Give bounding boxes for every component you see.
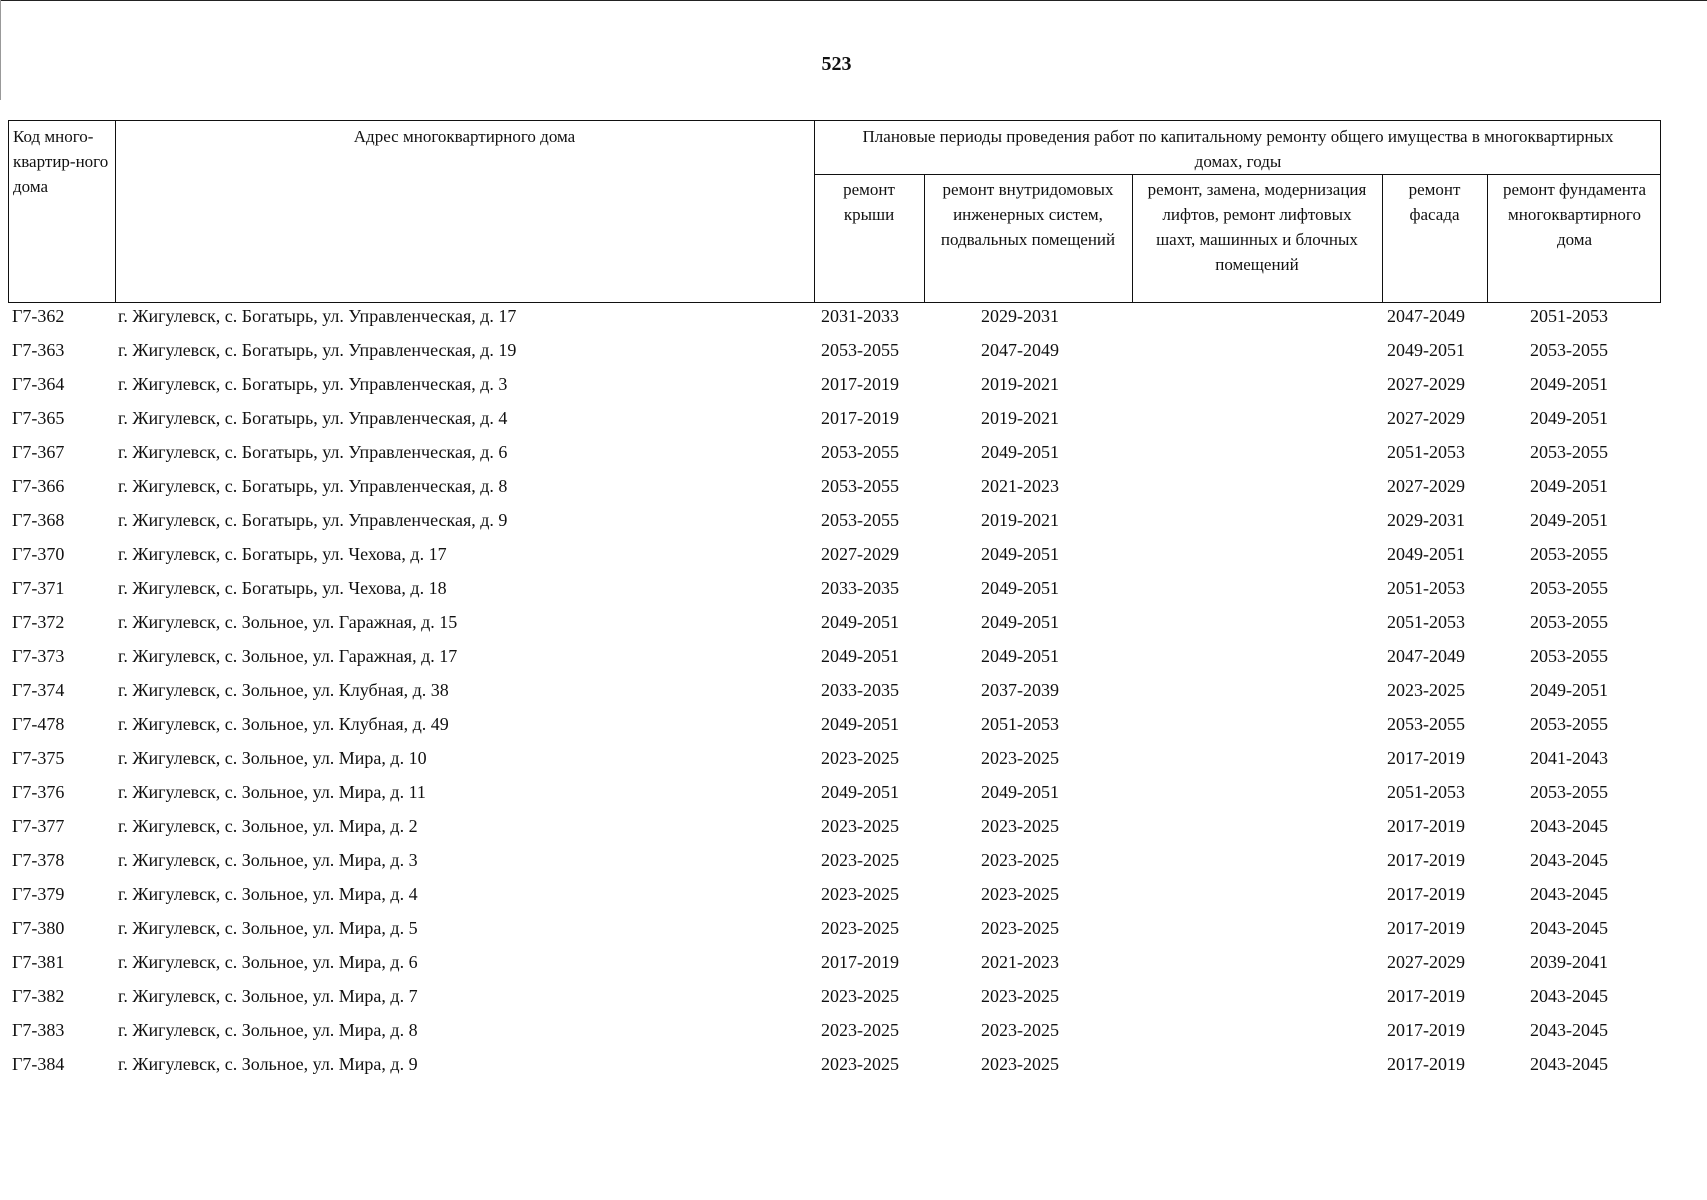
cell-address: г. Жигулевск, с. Зольное, ул. Клубная, д. 38 bbox=[118, 680, 449, 700]
cell-foundation: 2053-2055 bbox=[1530, 578, 1608, 598]
table-row bbox=[0, 712, 1707, 746]
table-row bbox=[0, 644, 1707, 678]
cell-engineering: 2023-2025 bbox=[981, 816, 1059, 836]
header-code: Код много-квартир-ного дома bbox=[13, 127, 109, 196]
cell-address: г. Жигулевск, с. Зольное, ул. Мира, д. 10 bbox=[118, 748, 427, 768]
table-row bbox=[0, 440, 1707, 474]
header-divider bbox=[115, 121, 116, 302]
cell-code: Г7-380 bbox=[12, 918, 65, 938]
cell-address: г. Жигулевск, с. Богатырь, ул. Управленческая, д. 9 bbox=[118, 510, 508, 530]
table-row bbox=[0, 474, 1707, 508]
header-elevators: ремонт, замена, модернизация лифтов, ремонт лифтовых шахт, машинных и блочных помещений bbox=[1147, 180, 1367, 274]
cell-foundation: 2043-2045 bbox=[1530, 816, 1608, 836]
cell-facade: 2017-2019 bbox=[1387, 918, 1465, 938]
cell-address: г. Жигулевск, с. Богатырь, ул. Управленческая, д. 6 bbox=[118, 442, 508, 462]
cell-roof: 2033-2035 bbox=[821, 578, 899, 598]
cell-code: Г7-372 bbox=[12, 612, 65, 632]
cell-facade: 2017-2019 bbox=[1387, 1020, 1465, 1040]
cell-roof: 2053-2055 bbox=[821, 442, 899, 462]
cell-foundation: 2043-2045 bbox=[1530, 850, 1608, 870]
cell-foundation: 2043-2045 bbox=[1530, 1054, 1608, 1074]
cell-engineering: 2049-2051 bbox=[981, 544, 1059, 564]
table-row bbox=[0, 1018, 1707, 1052]
cell-foundation: 2049-2051 bbox=[1530, 476, 1608, 496]
cell-roof: 2049-2051 bbox=[821, 646, 899, 666]
table-row bbox=[0, 916, 1707, 950]
cell-facade: 2017-2019 bbox=[1387, 986, 1465, 1006]
header-periods: Плановые периоды проведения работ по капитальному ремонту общего имущества в многоквартирных домах, годы bbox=[862, 127, 1614, 171]
cell-address: г. Жигулевск, с. Зольное, ул. Мира, д. 11 bbox=[118, 782, 426, 802]
cell-facade: 2027-2029 bbox=[1387, 374, 1465, 394]
cell-code: Г7-362 bbox=[12, 306, 65, 326]
cell-foundation: 2053-2055 bbox=[1530, 544, 1608, 564]
cell-engineering: 2051-2053 bbox=[981, 714, 1059, 734]
header-roof: ремонт крыши bbox=[843, 180, 895, 224]
cell-roof: 2053-2055 bbox=[821, 476, 899, 496]
cell-roof: 2023-2025 bbox=[821, 918, 899, 938]
cell-facade: 2017-2019 bbox=[1387, 850, 1465, 870]
page-top-border bbox=[0, 0, 1707, 1]
cell-engineering: 2021-2023 bbox=[981, 952, 1059, 972]
table-row bbox=[0, 984, 1707, 1018]
cell-address: г. Жигулевск, с. Зольное, ул. Мира, д. 2 bbox=[118, 816, 418, 836]
header-foundation: ремонт фундамента многоквартирного дома bbox=[1502, 180, 1647, 249]
cell-roof: 2023-2025 bbox=[821, 748, 899, 768]
cell-code: Г7-376 bbox=[12, 782, 65, 802]
page-number: 523 bbox=[821, 53, 852, 75]
cell-foundation: 2043-2045 bbox=[1530, 986, 1608, 1006]
cell-foundation: 2043-2045 bbox=[1530, 884, 1608, 904]
cell-engineering: 2023-2025 bbox=[981, 884, 1059, 904]
cell-code: Г7-377 bbox=[12, 816, 65, 836]
cell-code: Г7-379 bbox=[12, 884, 65, 904]
cell-code: Г7-364 bbox=[12, 374, 65, 394]
cell-code: Г7-381 bbox=[12, 952, 65, 972]
cell-address: г. Жигулевск, с. Зольное, ул. Мира, д. 5 bbox=[118, 918, 418, 938]
cell-roof: 2023-2025 bbox=[821, 986, 899, 1006]
cell-address: г. Жигулевск, с. Зольное, ул. Мира, д. 9 bbox=[118, 1054, 418, 1074]
header-address: Адрес многоквартирного дома bbox=[353, 127, 576, 146]
cell-roof: 2023-2025 bbox=[821, 1020, 899, 1040]
table-row bbox=[0, 372, 1707, 406]
cell-engineering: 2049-2051 bbox=[981, 612, 1059, 632]
cell-code: Г7-478 bbox=[12, 714, 65, 734]
cell-foundation: 2053-2055 bbox=[1530, 612, 1608, 632]
cell-address: г. Жигулевск, с. Богатырь, ул. Управленческая, д. 19 bbox=[118, 340, 517, 360]
table-row bbox=[0, 406, 1707, 440]
cell-foundation: 2041-2043 bbox=[1530, 748, 1608, 768]
cell-address: г. Жигулевск, с. Зольное, ул. Мира, д. 7 bbox=[118, 986, 418, 1006]
cell-foundation: 2049-2051 bbox=[1530, 510, 1608, 530]
cell-facade: 2017-2019 bbox=[1387, 748, 1465, 768]
table-row bbox=[0, 780, 1707, 814]
cell-roof: 2049-2051 bbox=[821, 714, 899, 734]
cell-foundation: 2053-2055 bbox=[1530, 782, 1608, 802]
cell-facade: 2027-2029 bbox=[1387, 952, 1465, 972]
cell-foundation: 2039-2041 bbox=[1530, 952, 1608, 972]
cell-engineering: 2021-2023 bbox=[981, 476, 1059, 496]
table-row bbox=[0, 950, 1707, 984]
cell-address: г. Жигулевск, с. Зольное, ул. Мира, д. 6 bbox=[118, 952, 418, 972]
cell-address: г. Жигулевск, с. Зольное, ул. Гаражная, д. 15 bbox=[118, 612, 458, 632]
cell-code: Г7-375 bbox=[12, 748, 65, 768]
cell-code: Г7-371 bbox=[12, 578, 65, 598]
header-divider bbox=[814, 121, 815, 302]
table-header bbox=[8, 120, 1661, 303]
cell-foundation: 2049-2051 bbox=[1530, 408, 1608, 428]
table-row bbox=[0, 882, 1707, 916]
cell-roof: 2053-2055 bbox=[821, 510, 899, 530]
cell-roof: 2017-2019 bbox=[821, 374, 899, 394]
cell-facade: 2049-2051 bbox=[1387, 340, 1465, 360]
cell-code: Г7-382 bbox=[12, 986, 65, 1006]
cell-address: г. Жигулевск, с. Богатырь, ул. Чехова, д. 17 bbox=[118, 544, 447, 564]
cell-engineering: 2019-2021 bbox=[981, 510, 1059, 530]
cell-foundation: 2053-2055 bbox=[1530, 646, 1608, 666]
cell-facade: 2047-2049 bbox=[1387, 646, 1465, 666]
cell-address: г. Жигулевск, с. Богатырь, ул. Управленческая, д. 3 bbox=[118, 374, 508, 394]
cell-foundation: 2049-2051 bbox=[1530, 680, 1608, 700]
cell-engineering: 2023-2025 bbox=[981, 986, 1059, 1006]
cell-engineering: 2049-2051 bbox=[981, 578, 1059, 598]
cell-foundation: 2053-2055 bbox=[1530, 340, 1608, 360]
cell-address: г. Жигулевск, с. Зольное, ул. Мира, д. 4 bbox=[118, 884, 418, 904]
table-row bbox=[0, 746, 1707, 780]
cell-facade: 2029-2031 bbox=[1387, 510, 1465, 530]
cell-code: Г7-384 bbox=[12, 1054, 65, 1074]
table-body bbox=[0, 304, 1707, 1086]
header-divider bbox=[814, 174, 1660, 175]
cell-facade: 2051-2053 bbox=[1387, 578, 1465, 598]
cell-facade: 2023-2025 bbox=[1387, 680, 1465, 700]
cell-engineering: 2023-2025 bbox=[981, 1020, 1059, 1040]
cell-code: Г7-366 bbox=[12, 476, 65, 496]
cell-roof: 2023-2025 bbox=[821, 850, 899, 870]
cell-code: Г7-373 bbox=[12, 646, 65, 666]
cell-roof: 2033-2035 bbox=[821, 680, 899, 700]
cell-address: г. Жигулевск, с. Зольное, ул. Гаражная, д. 17 bbox=[118, 646, 458, 666]
header-divider bbox=[1132, 174, 1133, 302]
table-row bbox=[0, 576, 1707, 610]
cell-engineering: 2023-2025 bbox=[981, 1054, 1059, 1074]
cell-facade: 2027-2029 bbox=[1387, 476, 1465, 496]
cell-engineering: 2019-2021 bbox=[981, 408, 1059, 428]
header-divider bbox=[924, 174, 925, 302]
cell-facade: 2051-2053 bbox=[1387, 442, 1465, 462]
cell-facade: 2051-2053 bbox=[1387, 612, 1465, 632]
cell-address: г. Жигулевск, с. Зольное, ул. Мира, д. 3 bbox=[118, 850, 418, 870]
table-row bbox=[0, 814, 1707, 848]
cell-roof: 2023-2025 bbox=[821, 816, 899, 836]
header-facade: ремонт фасада bbox=[1408, 180, 1461, 224]
cell-foundation: 2053-2055 bbox=[1530, 442, 1608, 462]
table-row bbox=[0, 1052, 1707, 1086]
table-row bbox=[0, 848, 1707, 882]
cell-facade: 2027-2029 bbox=[1387, 408, 1465, 428]
cell-code: Г7-365 bbox=[12, 408, 65, 428]
cell-code: Г7-378 bbox=[12, 850, 65, 870]
cell-address: г. Жигулевск, с. Богатырь, ул. Управленческая, д. 4 bbox=[118, 408, 508, 428]
cell-address: г. Жигулевск, с. Зольное, ул. Мира, д. 8 bbox=[118, 1020, 418, 1040]
cell-engineering: 2049-2051 bbox=[981, 442, 1059, 462]
cell-code: Г7-370 bbox=[12, 544, 65, 564]
cell-address: г. Жигулевск, с. Богатырь, ул. Управленческая, д. 17 bbox=[118, 306, 517, 326]
cell-foundation: 2053-2055 bbox=[1530, 714, 1608, 734]
header-divider bbox=[1487, 174, 1488, 302]
cell-foundation: 2043-2045 bbox=[1530, 1020, 1608, 1040]
cell-code: Г7-367 bbox=[12, 442, 65, 462]
cell-roof: 2049-2051 bbox=[821, 612, 899, 632]
cell-roof: 2023-2025 bbox=[821, 1054, 899, 1074]
cell-address: г. Жигулевск, с. Богатырь, ул. Управленческая, д. 8 bbox=[118, 476, 508, 496]
cell-facade: 2047-2049 bbox=[1387, 306, 1465, 326]
cell-roof: 2049-2051 bbox=[821, 782, 899, 802]
cell-engineering: 2029-2031 bbox=[981, 306, 1059, 326]
cell-code: Г7-374 bbox=[12, 680, 65, 700]
cell-foundation: 2049-2051 bbox=[1530, 374, 1608, 394]
table-row bbox=[0, 678, 1707, 712]
cell-foundation: 2043-2045 bbox=[1530, 918, 1608, 938]
cell-engineering: 2023-2025 bbox=[981, 918, 1059, 938]
cell-foundation: 2051-2053 bbox=[1530, 306, 1608, 326]
cell-facade: 2017-2019 bbox=[1387, 816, 1465, 836]
cell-engineering: 2023-2025 bbox=[981, 850, 1059, 870]
cell-engineering: 2019-2021 bbox=[981, 374, 1059, 394]
cell-facade: 2051-2053 bbox=[1387, 782, 1465, 802]
cell-facade: 2017-2019 bbox=[1387, 1054, 1465, 1074]
cell-engineering: 2037-2039 bbox=[981, 680, 1059, 700]
cell-roof: 2023-2025 bbox=[821, 884, 899, 904]
cell-roof: 2017-2019 bbox=[821, 952, 899, 972]
cell-engineering: 2049-2051 bbox=[981, 646, 1059, 666]
cell-code: Г7-368 bbox=[12, 510, 65, 530]
cell-roof: 2031-2033 bbox=[821, 306, 899, 326]
cell-engineering: 2049-2051 bbox=[981, 782, 1059, 802]
page-left-border bbox=[0, 0, 1, 100]
table-row bbox=[0, 338, 1707, 372]
cell-address: г. Жигулевск, с. Богатырь, ул. Чехова, д. 18 bbox=[118, 578, 447, 598]
header-divider bbox=[1382, 174, 1383, 302]
cell-roof: 2017-2019 bbox=[821, 408, 899, 428]
table-row bbox=[0, 304, 1707, 338]
table-row bbox=[0, 508, 1707, 542]
cell-code: Г7-363 bbox=[12, 340, 65, 360]
cell-engineering: 2047-2049 bbox=[981, 340, 1059, 360]
cell-facade: 2053-2055 bbox=[1387, 714, 1465, 734]
cell-facade: 2017-2019 bbox=[1387, 884, 1465, 904]
cell-facade: 2049-2051 bbox=[1387, 544, 1465, 564]
table-row bbox=[0, 610, 1707, 644]
cell-address: г. Жигулевск, с. Зольное, ул. Клубная, д. 49 bbox=[118, 714, 449, 734]
header-engineering: ремонт внутридомовых инженерных систем, подвальных помещений bbox=[940, 180, 1116, 249]
cell-engineering: 2023-2025 bbox=[981, 748, 1059, 768]
cell-code: Г7-383 bbox=[12, 1020, 65, 1040]
table-row bbox=[0, 542, 1707, 576]
cell-roof: 2027-2029 bbox=[821, 544, 899, 564]
cell-roof: 2053-2055 bbox=[821, 340, 899, 360]
